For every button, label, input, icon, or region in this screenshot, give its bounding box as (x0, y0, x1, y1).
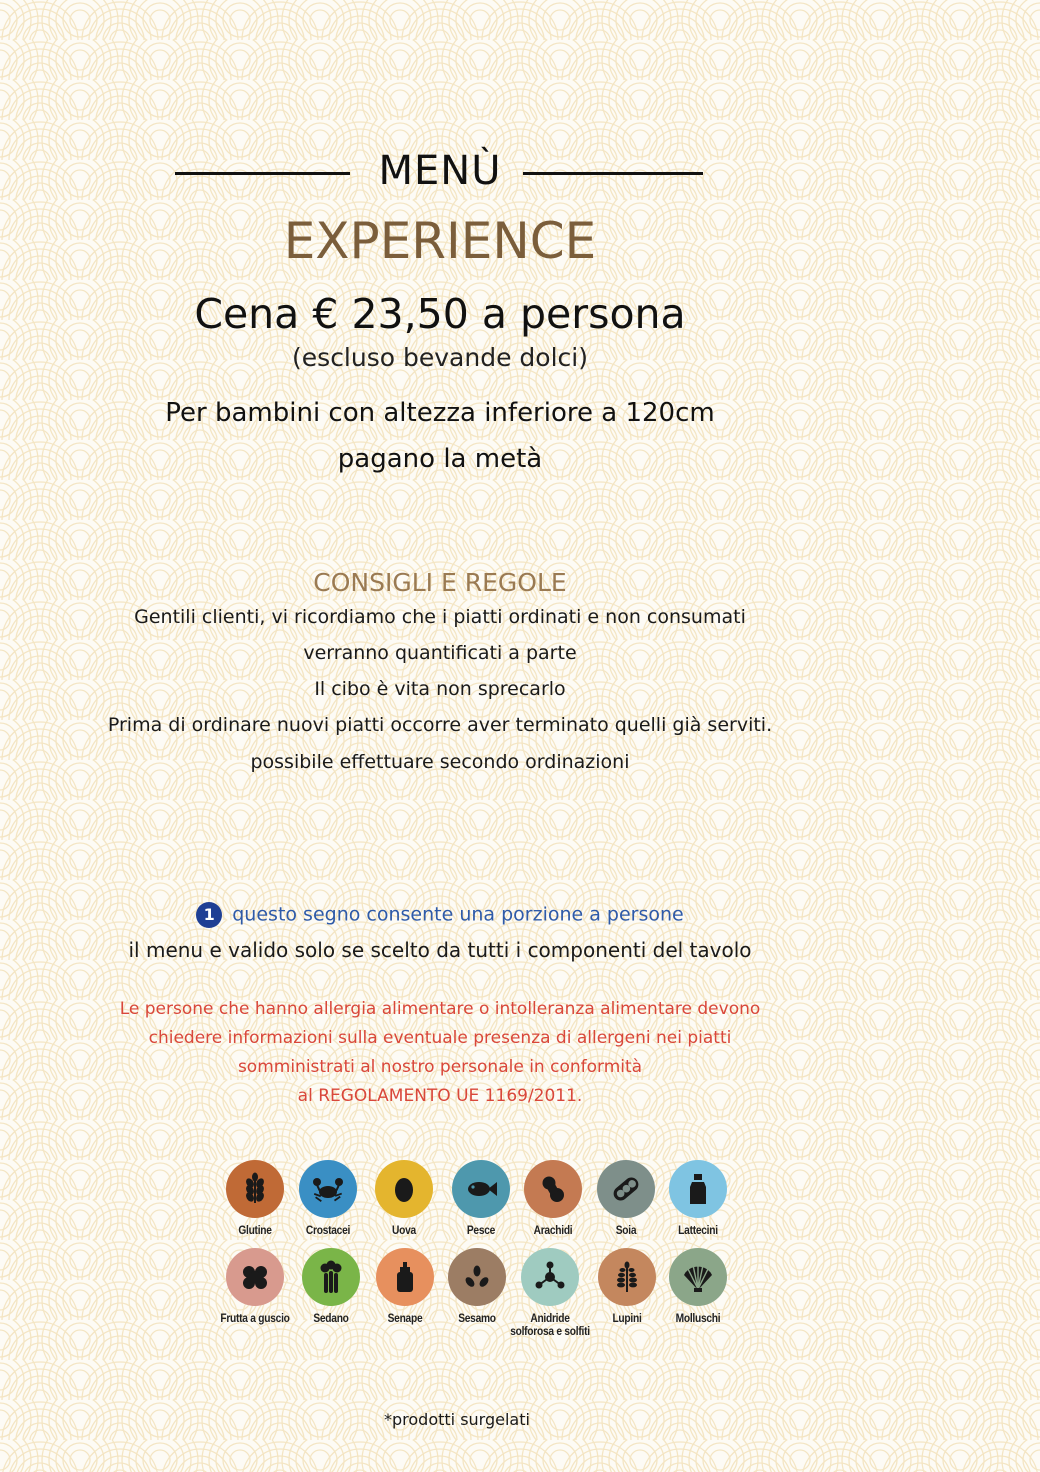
menu-validity-note: il menu e valido solo se scelto da tutti i componenti del tavolo (128, 938, 752, 962)
milk-icon (680, 1171, 716, 1207)
allergen-label: Anidride solforosa e solfiti (510, 1311, 590, 1338)
dinner-price: Cena € 23,50 a persona (194, 290, 686, 338)
allergen-circle (302, 1248, 360, 1306)
allergen-circle (669, 1160, 727, 1218)
allergen-label: Glutine (238, 1223, 272, 1237)
allergen-molluschi (648, 1248, 748, 1325)
sesame-icon (459, 1259, 495, 1295)
rule-line: possibile effettuare secondo ordinazioni (250, 751, 630, 773)
title-divider-right (523, 172, 703, 175)
allergen-label: Lattecini (678, 1223, 718, 1237)
fish-icon (463, 1171, 499, 1207)
allergen-label: Sesamo (458, 1311, 496, 1325)
portion-badge: 1 (196, 902, 222, 928)
portion-text: questo segno consente una porzione a persone (232, 903, 684, 926)
allergen-circle (226, 1248, 284, 1306)
rule-line: verranno quantificati a parte (303, 642, 577, 664)
rule-line: Gentili clienti, vi ricordiamo che i piatti ordinati e non consumati (134, 606, 746, 628)
allergen-lattecini (648, 1160, 748, 1237)
wheat-icon (237, 1171, 273, 1207)
allergen-label: Crostacei (305, 1223, 351, 1237)
allergen-label: Senape (387, 1311, 423, 1325)
allergen-circle (375, 1160, 433, 1218)
allergen-label: Sedano (313, 1311, 349, 1325)
allergy-notice-line: al REGOLAMENTO UE 1169/2011. (297, 1086, 583, 1106)
lupin-icon (609, 1259, 645, 1295)
menu-title: MENÙ (378, 148, 502, 194)
mustard-icon (387, 1259, 423, 1295)
allergen-label: Molluschi (675, 1311, 721, 1325)
allergen-label: Pesce (466, 1223, 496, 1237)
allergen-circle (376, 1248, 434, 1306)
molecule-icon (532, 1259, 568, 1295)
allergen-circle (452, 1160, 510, 1218)
allergen-label: Lupini (612, 1311, 642, 1325)
crab-icon (310, 1171, 346, 1207)
allergen-circle (597, 1160, 655, 1218)
allergen-circle (448, 1248, 506, 1306)
kids-policy-line-2: pagano la metà (337, 444, 543, 474)
rule-line: Il cibo è vita non sprecarlo (314, 678, 566, 700)
menu-title-row (175, 148, 703, 198)
title-divider-left (175, 172, 350, 175)
allergen-circle (524, 1160, 582, 1218)
allergen-circle (669, 1248, 727, 1306)
experience-heading: EXPERIENCE (283, 212, 597, 270)
frozen-products-note: *prodotti surgelati (384, 1410, 530, 1429)
allergy-notice-line: chiedere informazioni sulla eventuale presenza di allergeni nei piatti (148, 1028, 732, 1048)
allergen-label: Uova (392, 1223, 416, 1237)
peanut-icon (535, 1171, 571, 1207)
allergen-label: Soia (615, 1223, 637, 1237)
allergen-circle (226, 1160, 284, 1218)
kids-policy-line-1: Per bambini con altezza inferiore a 120cm (165, 398, 715, 428)
price-note: (escluso bevande dolci) (292, 343, 588, 372)
allergen-label: Frutta a guscio (220, 1311, 290, 1325)
nut-icon (237, 1259, 273, 1295)
allergen-circle (299, 1160, 357, 1218)
portion-note (0, 902, 880, 928)
celery-icon (313, 1259, 349, 1295)
allergen-circle (521, 1248, 579, 1306)
shell-icon (680, 1259, 716, 1295)
rule-line: Prima di ordinare nuovi piatti occorre aver terminato quelli già serviti. (107, 714, 773, 736)
egg-icon (386, 1171, 422, 1207)
soy-icon (608, 1171, 644, 1207)
rules-title: CONSIGLI E REGOLE (313, 568, 567, 597)
allergy-notice-line: somministrati al nostro personale in conformità (237, 1057, 643, 1077)
allergy-notice-line: Le persone che hanno allergia alimentare o intolleranza alimentare devono (119, 999, 761, 1019)
allergen-label: Arachidi (533, 1223, 573, 1237)
